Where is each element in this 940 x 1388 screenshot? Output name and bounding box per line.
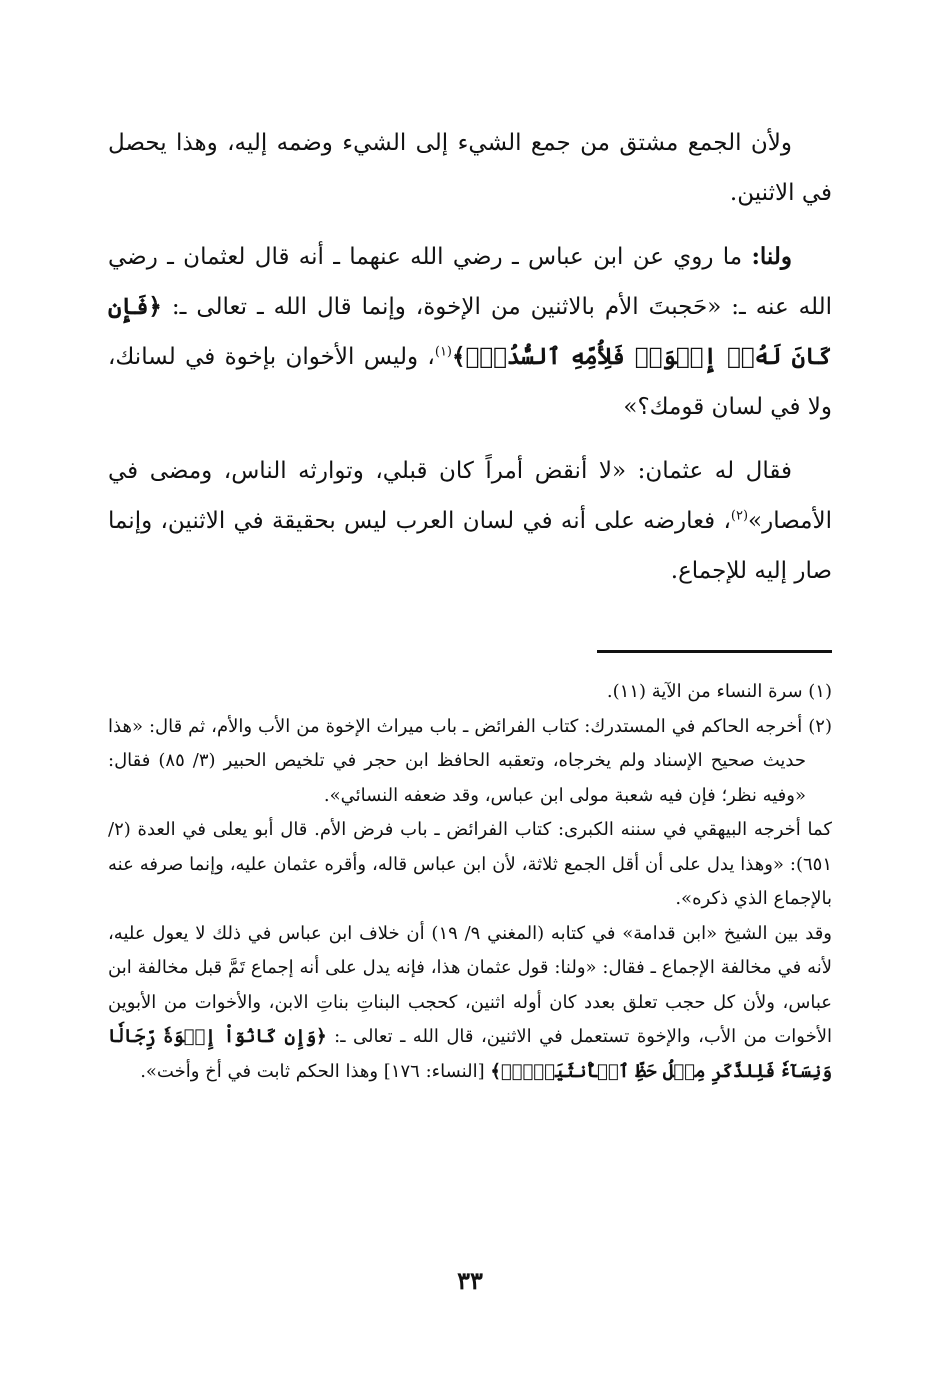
footnote-ref-2[interactable]: (٢)	[730, 508, 749, 524]
paragraph-2-text-end: ، وليس الأخوان بإخوة في لسانك، ولا في لسان قومك؟»	[108, 344, 832, 420]
paragraph-2-lead: ولنا:	[751, 243, 792, 270]
paragraph-3	[108, 446, 832, 596]
footnote-2-continuation-1: كما أخرجه البيهقي في سننه الكبرى: كتاب الفرائض ـ باب فرض الأم. قال أبو يعلى في العدة (٢/ ٦٥١): «وهذا يدل على أن أقل الجمع ثلاثة، لأن ابن عباس قاله، وأقره عثمان عليه، وإنما صرفه عنه بالإجماع الذي ذكره».	[108, 819, 832, 909]
footnote-2-continuation-2-end: [النساء: ١٧٦] وهذا الحكم ثابت في أخ وأخت».	[140, 1060, 491, 1082]
paragraph-3-text-end: ، فعارضه على أنه في لسان العرب ليس بحقيقة في الاثنين، وإنما صار إليه للإجماع.	[108, 508, 832, 584]
footnote-2-continuation-2-start: وقد بين الشيخ «ابن قدامة» في كتابه (المغني ٩/ ١٩) أن خلاف ابن عباس في ذلك لا يعول عليه، لأنه في مخالفة الإجماع ـ فقال: «ولنا: قول عثمان هذا، فإنه يدل على أنه إجماع تَمَّ قبل مخالفة ابن عباس، ولأن كل حجب تعلق بعدد كان أوله اثنين، كحجب البناتِ بناتِ الابن، والأخوات من الأبوين الأخوات من الأب، والإخوة تستعمل في الاثنين، قال الله ـ تعالى ـ:	[108, 922, 832, 1047]
footnote-1: (١) سرة النساء من الآية (١١).	[606, 681, 832, 702]
page-number: ٣٣	[457, 1266, 483, 1295]
footnote-separator	[597, 650, 832, 653]
paragraph-2	[108, 232, 832, 432]
footnote-2: (٢) أخرجه الحاكم في المستدرك: كتاب الفرائض ـ باب ميراث الإخوة من الأب والأم، ثم قال: «هذا حديث صحيح الإسناد ولم يخرجاه، وتعقبه الحافظ ابن حجر في تلخيص الحبير (٣/ ٨٥) فقال: «وفيه نظر؛ فإن فيه شعبة مولى ابن عباس، وقد ضعفه النسائي».	[108, 715, 832, 806]
footnote-2-continuation-2	[108, 917, 832, 1090]
quran-verse-2: ﴿وَإِن كَانُوٓاْ إِخۡوَةٗ رِّجَالٗا وَنِسَآءٗ فَلِلذَّكَرِ مِثۡلُ حَظِّ ٱلۡأُنثَيَيۡنِۗ﴾	[108, 1026, 832, 1082]
page-content	[108, 118, 832, 1089]
quran-verse-1: ﴿فَإِن كَانَ لَهُۥٓ إِخۡوَةٞ فَلِأُمِّهِ ٱلسُّدُسُۚ﴾	[108, 293, 832, 370]
footnotes	[108, 675, 832, 1089]
paragraph-2-text-start: ما روي عن ابن عباس ـ رضي الله عنهما ـ أنه قال لعثمان ـ رضي الله عنه ـ: «حَجبتَ الأم بالاثنين من الإخوة، وإنما قال الله ـ تعالى ـ:	[108, 244, 832, 320]
paragraph-3-text-start: فقال له عثمان: «لا أنقض أمراً كان قبلي، وتوارثه الناس، ومضى في الأمصار»	[108, 458, 832, 534]
paragraph-1: ولأن الجمع مشتق من جمع الشيء إلى الشيء وضمه إليه، وهذا يحصل في الاثنين.	[108, 130, 832, 206]
main-text	[108, 118, 832, 596]
footnote-ref-1[interactable]: (١)	[434, 344, 452, 360]
